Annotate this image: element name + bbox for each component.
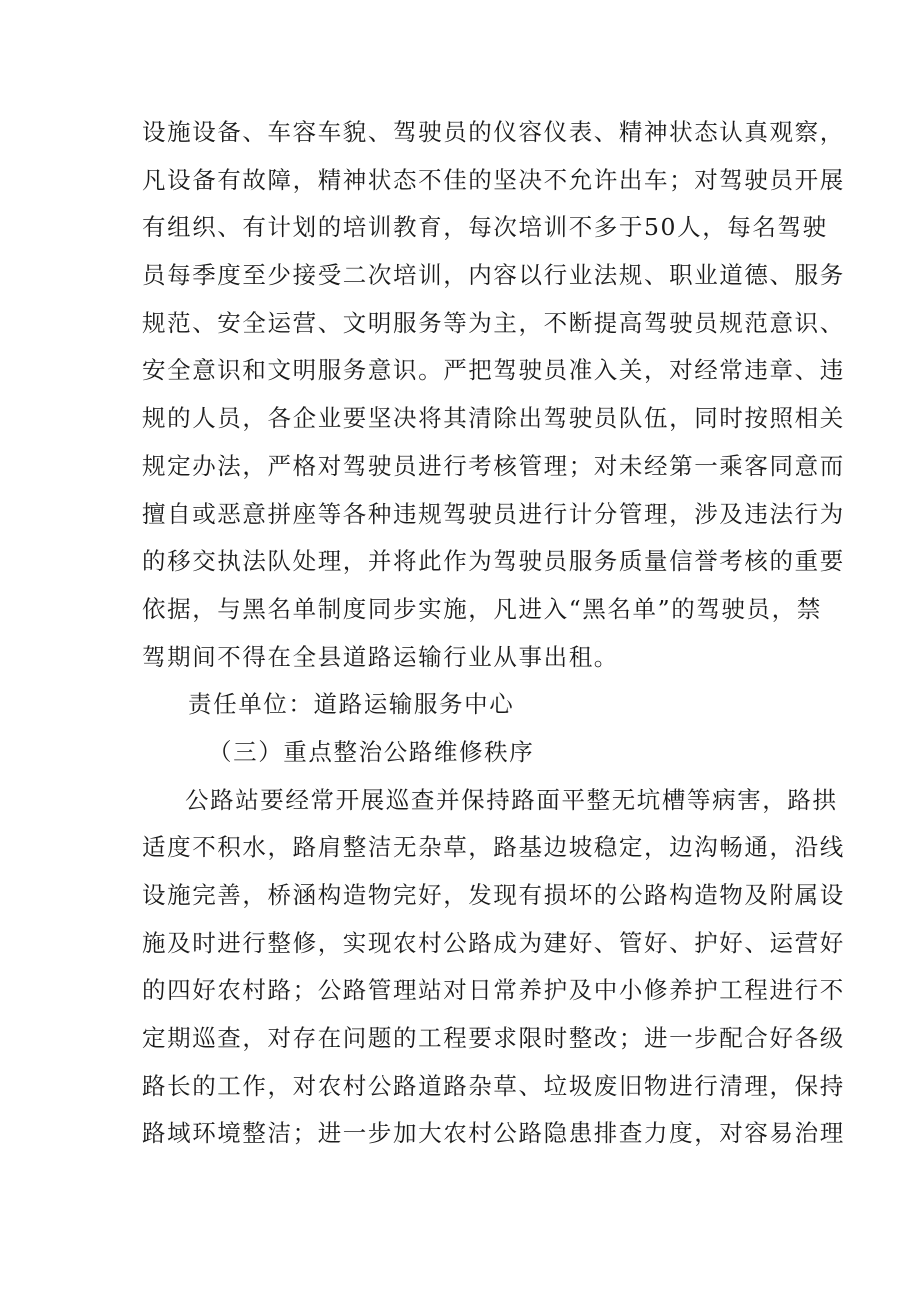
paragraph-1-line-12: 驾期间不得在全县道路运输行业从事出租。: [142, 643, 619, 671]
paragraph-2-line-4: 施及时进行整修，实现农村公路成为建好、管好、护好、运营好: [142, 929, 845, 957]
paragraph-1-line-10: 的移交执法队处理，并将此作为驾驶员服务质量信誉考核的重要: [142, 547, 845, 575]
paragraph-2-line-3: 设施完善，桥涵构造物完好，发现有损坏的公路构造物及附属设: [142, 881, 845, 909]
paragraph-1-line-11: 依据，与黑名单制度同步实施，凡进入“黑名单”的驾驶员，禁: [142, 595, 822, 623]
paragraph-1-line-5: 规范、安全运营、文明服务等为主，不断提高驾驶员规范意识、: [142, 309, 845, 337]
paragraph-1-line-8: 规定办法，严格对驾驶员进行考核管理；对未经第一乘客同意而: [142, 452, 845, 480]
paragraph-2-line-2: 适度不积水，路肩整洁无杂草，路基边坡稳定，边沟畅通，沿线: [142, 833, 845, 861]
paragraph-2-line-8: 路域环境整洁；进一步加大农村公路隐患排查力度，对容易治理: [142, 1119, 845, 1147]
paragraph-2-line-5: 的四好农村路；公路管理站对日常养护及中小修养护工程进行不: [142, 976, 845, 1004]
paragraph-1-line-9: 擅自或恶意拼座等各种违规驾驶员进行计分管理，涉及违法行为: [142, 500, 845, 528]
paragraph-2-line-7: 路长的工作，对农村公路道路杂草、垃圾废旧物进行清理，保持: [142, 1072, 845, 1100]
paragraph-1-line-2: 凡设备有故障，精神状态不佳的坚决不允许出车；对驾驶员开展: [142, 166, 845, 194]
paragraph-1-line-1: 设施设备、车容车貌、驾驶员的仪容仪表、精神状态认真观察，: [142, 118, 845, 146]
paragraph-1-line-3: 有组织、有计划的培训教育，每次培训不多于50人，每名驾驶: [142, 213, 828, 241]
section-heading: （三）重点整治公路维修秩序: [208, 738, 535, 766]
paragraph-1-line-7: 规的人员，各企业要坚决将其清除出驾驶员队伍，同时按照相关: [142, 404, 845, 432]
paragraph-2-line-6: 定期巡查，对存在问题的工程要求限时整改；进一步配合好各级: [142, 1024, 845, 1052]
paragraph-1-line-4: 员每季度至少接受二次培训，内容以行业法规、职业道德、服务: [142, 261, 845, 289]
responsible-unit: 责任单位：道路运输服务中心: [188, 690, 515, 718]
paragraph-2-line-1: 公路站要经常开展巡查并保持路面平整无坑槽等病害，路拱: [185, 786, 838, 814]
paragraph-1-line-6: 安全意识和文明服务意识。严把驾驶员准入关，对经常违章、违: [142, 356, 845, 384]
